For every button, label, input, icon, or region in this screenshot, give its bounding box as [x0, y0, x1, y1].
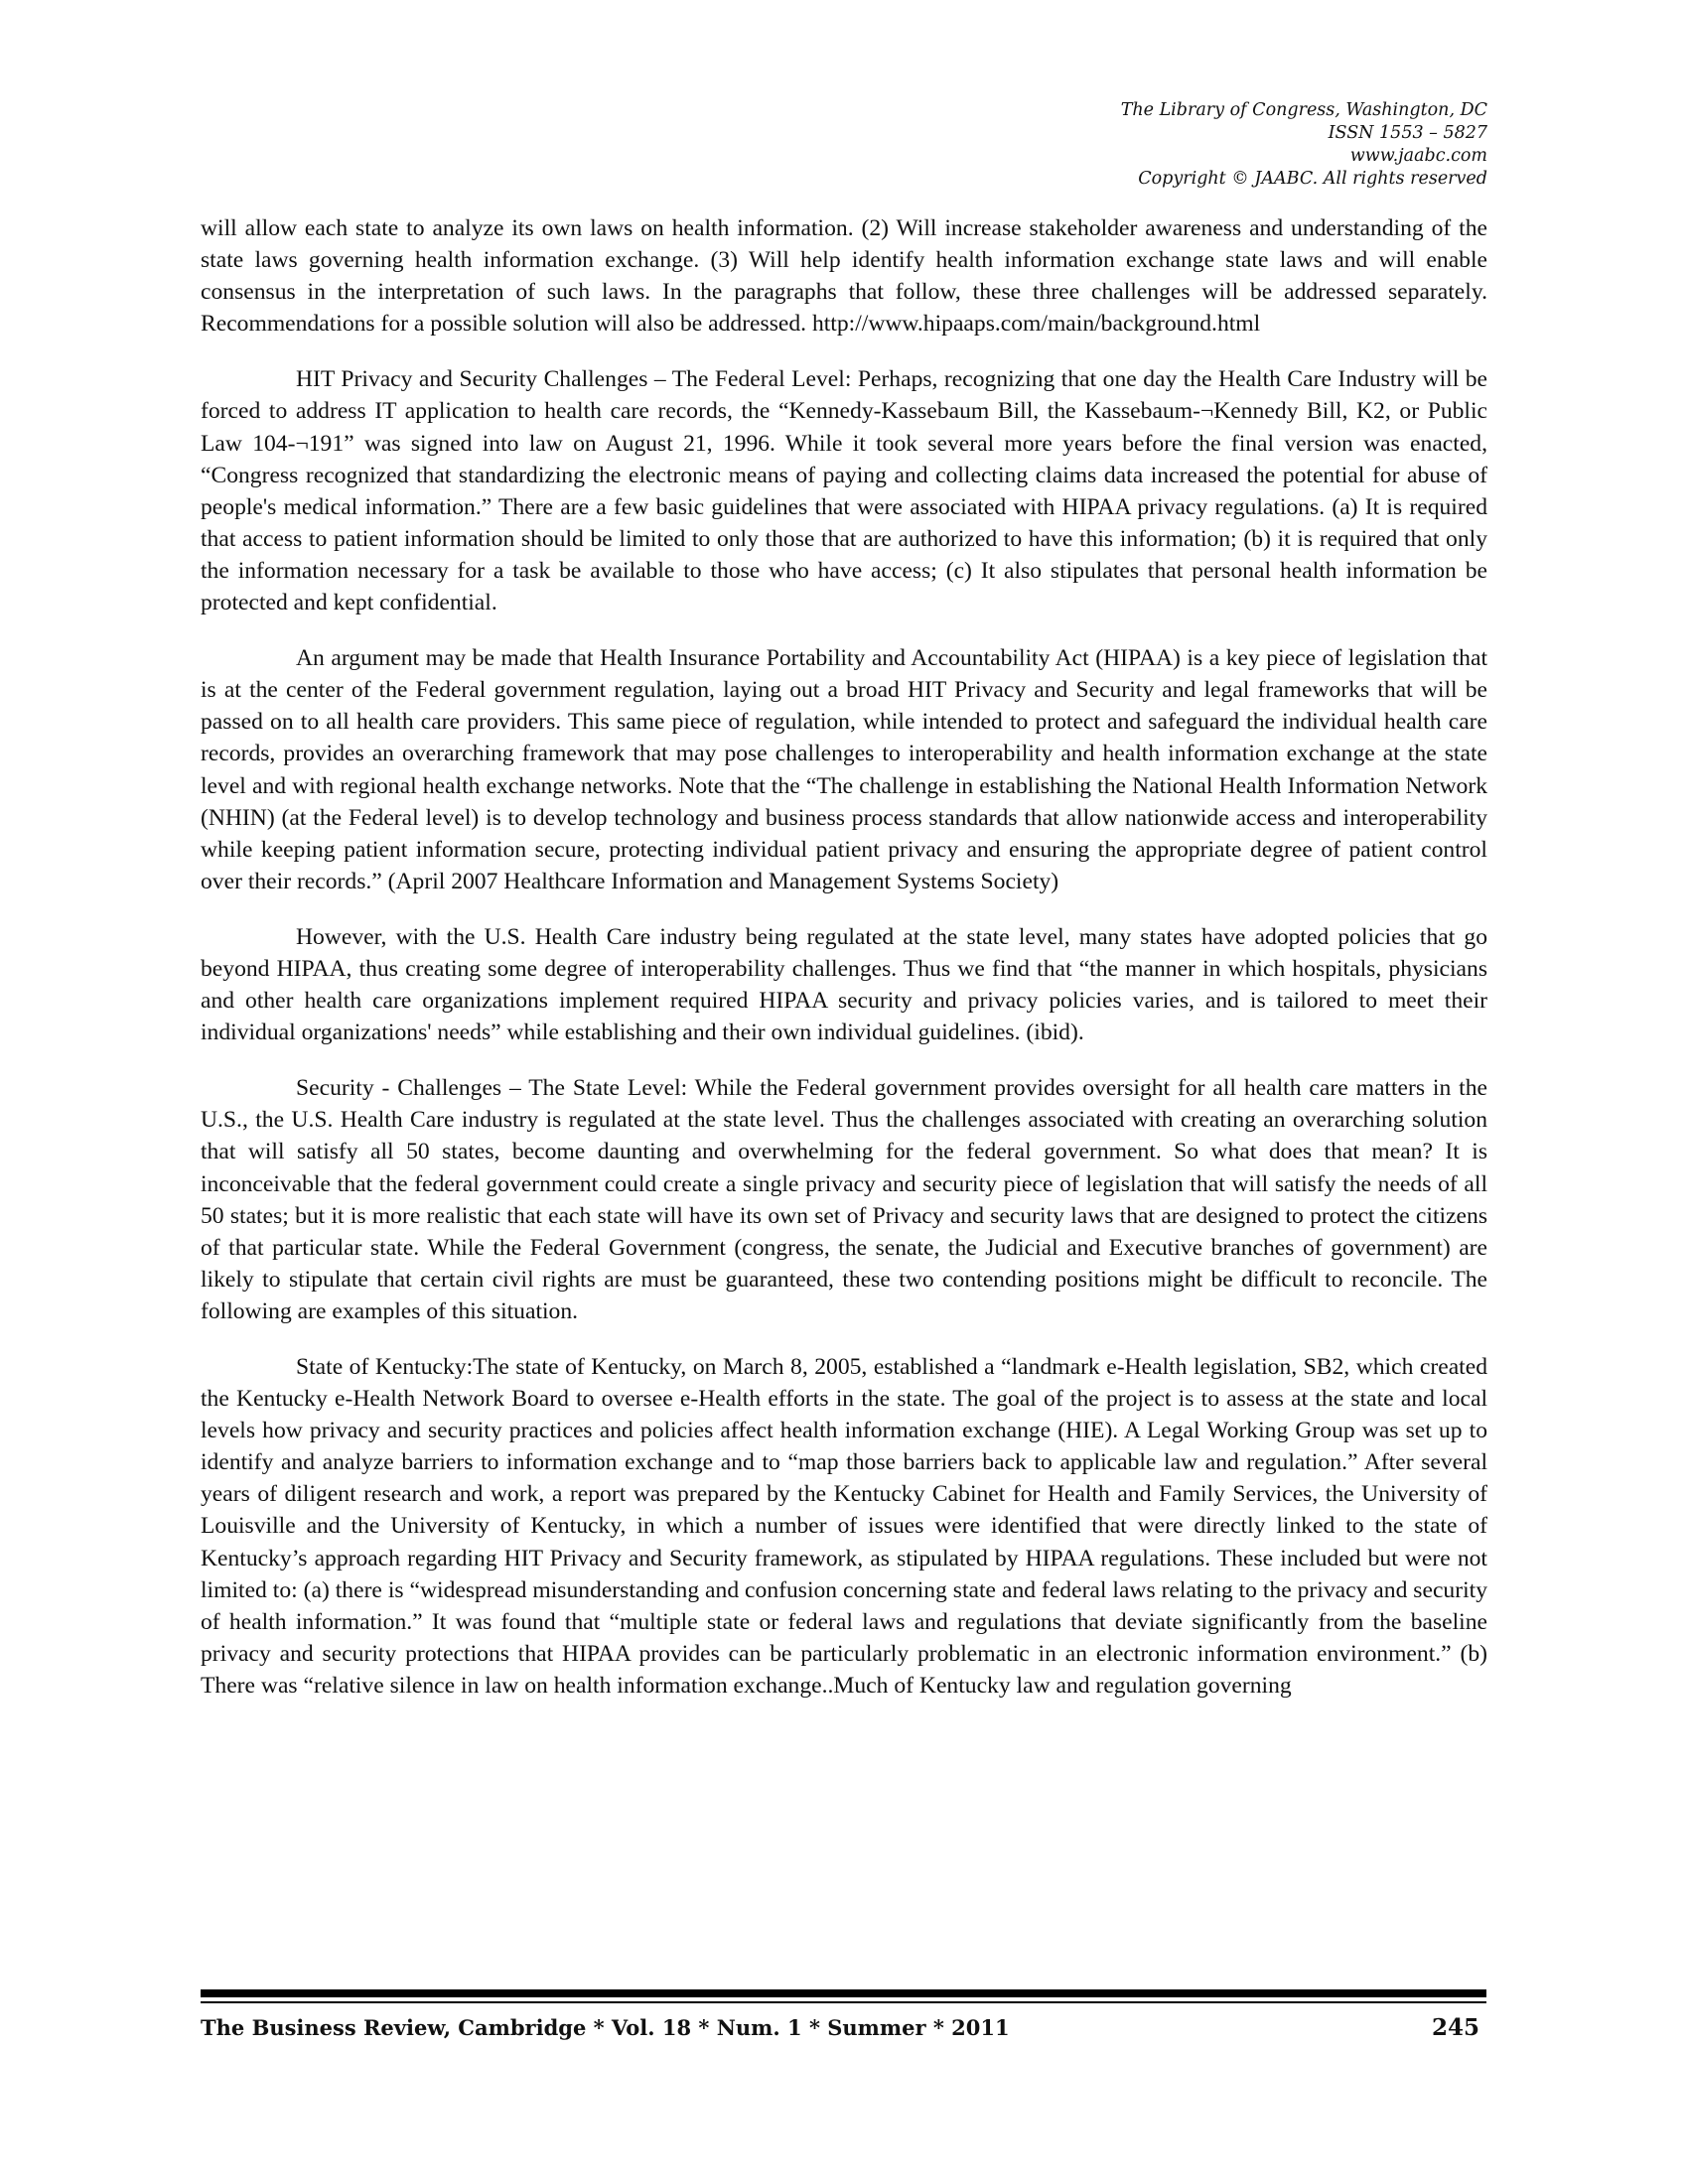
- article-body: [201, 212, 1487, 1725]
- header-website-line: www.jaabc.com: [1349, 146, 1487, 166]
- paragraph-federal-level: HIT Privacy and Security Challenges – The Federal Level: Perhaps, recognizing that one day the Health Care Industry will be forced to address IT application to health care records, the “Kennedy-Kassebaum Bill, the Kassebaum-¬Kennedy Bill, K2, or Public Law 104-¬191” was signed into law on August 21, 1996. While it took several more years before the final version was enacted, “Congress recognized that standardizing the electronic means of paying and collecting claims data increased the potential for abuse of people's medical information.” There are a few basic guidelines that were associated with HIPAA privacy regulations. (a) It is required that access to patient information should be limited to only those that are authorized to have this information; (b) it is required that only the information necessary for a task be available to those who have access; (c) It also stipulates that personal health information be protected and kept confidential.: [201, 366, 1487, 616]
- paragraph-state-level: Security - Challenges – The State Level: While the Federal government provides oversight for all health care matters in the U.S., the U.S. Health Care industry is regulated at the state level. Thus the challenges associated with creating an overarching solution that will satisfy all 50 states, become daunting and overwhelming for the federal government. So what does that mean? It is inconceivable that the federal government could create a single privacy and security piece of legislation that will satisfy the needs of all 50 states; but it is more realistic that each state will have its own set of Privacy and security laws that are designed to protect the citizens of that particular state. While the Federal Government (congress, the senate, the Judicial and Executive branches of government) are likely to stipulate that certain civil rights are must be guaranteed, these two contending positions might be difficult to reconcile. The following are examples of this situation.: [201, 1075, 1487, 1324]
- paragraph-kentucky: State of Kentucky:The state of Kentucky, on March 8, 2005, established a “landmark e-Health legislation, SB2, which created the Kentucky e-Health Network Board to oversee e-Health efforts in the state. The goal of the project is to assess at the state and local levels how privacy and security practices and policies affect health information exchange (HIE). A Legal Working Group was set up to identify and analyze barriers to information exchange and to “map those barriers back to applicable law and regulation.” After several years of diligent research and work, a report was prepared by the Kentucky Cabinet for Health and Family Services, the University of Louisville and the University of Kentucky, in which a number of issues were identified that were directly linked to the state of Kentucky’s approach regarding HIT Privacy and Security framework, as stipulated by HIPAA regulations. These included but were not limited to: (a) there is “widespread misunderstanding and confusion concerning state and federal laws relating to the privacy and security of health information.” It was found that “multiple state or federal laws and regulations that deviate significantly from the baseline privacy and security protections that HIPAA provides can be particularly problematic in an electronic information environment.” (b) There was “relative silence in law on health information exchange..Much of Kentucky law and regulation governing: [201, 1354, 1487, 1699]
- footer-rule-thin: [201, 2001, 1486, 2003]
- header-copyright-line: Copyright © JAABC. All rights reserved: [1138, 169, 1487, 189]
- header-issn-line: ISSN 1553 – 5827: [1328, 123, 1487, 143]
- page-header: [792, 99, 1487, 191]
- paragraph-hipaa-argument: An argument may be made that Health Insurance Portability and Accountability Act (HIPAA) is a key piece of legislation that is at the center of the Federal government regulation, laying out a broad HIT Privacy and Security and legal frameworks that will be passed on to all health care providers. This same piece of regulation, while intended to protect and safeguard the individual health care records, provides an overarching framework that may pose challenges to interoperability and health information exchange at the state level and with regional health exchange networks. Note that the “The challenge in establishing the National Health Information Network (NHIN) (at the Federal level) is to develop technology and business process standards that allow nationwide access and interoperability while keeping patient information secure, protecting individual patient privacy and ensuring the appropriate degree of patient control over their records.” (April 2007 Healthcare Information and Management Systems Society): [201, 645, 1487, 894]
- footer-journal-citation: The Business Review, Cambridge * Vol. 18 * Num. 1 * Summer * 2011: [201, 2015, 1010, 2040]
- footer-rule-thick: [201, 1989, 1486, 1997]
- paragraph-state-regulation: However, with the U.S. Health Care industry being regulated at the state level, many states have adopted policies that go beyond HIPAA, thus creating some degree of interoperability challenges. Thus we find that “the manner in which hospitals, physicians and other health care organizations implement required HIPAA security and privacy policies varies, and is tailored to meet their individual organizations' needs” while establishing and their own individual guidelines. (ibid).: [201, 923, 1487, 1046]
- paragraph-continuation: will allow each state to analyze its own laws on health information. (2) Will increase stakeholder awareness and understanding of the state laws governing health information exchange. (3) Will help identify health information exchange state laws and will enable consensus in the interpretation of such laws. In the paragraphs that follow, these three challenges will be addressed separately. Recommendations for a possible solution will also be addressed. http://www.hipaaps.com/main/background.html: [201, 215, 1487, 338]
- header-publisher-line: The Library of Congress, Washington, DC: [1120, 100, 1487, 120]
- footer-page-number: 245: [1431, 2014, 1479, 2041]
